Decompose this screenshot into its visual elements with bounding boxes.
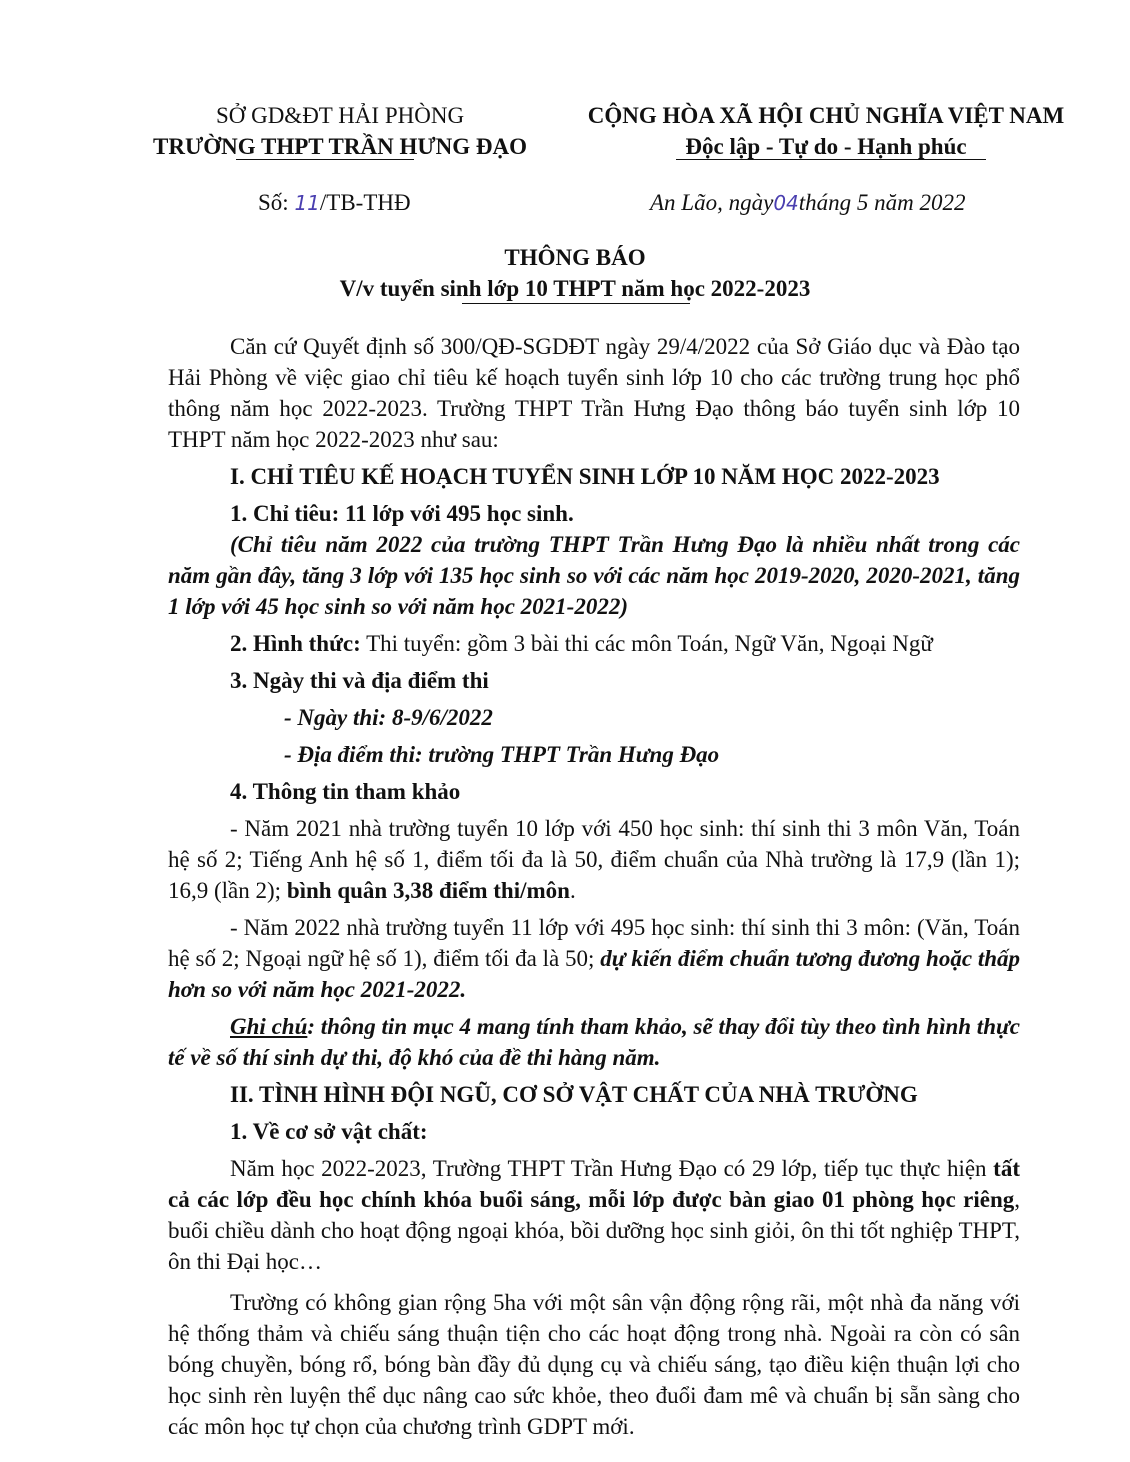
nation-name: CỘNG HÒA XÃ HỘI CHỦ NGHĨA VIỆT NAM xyxy=(587,103,1065,128)
header-right xyxy=(566,100,1086,162)
department-name: SỞ GD&ĐT HẢI PHÒNG xyxy=(215,103,465,128)
section-1-item-1: 1. Chỉ tiêu: 11 lớp với 495 học sinh. xyxy=(230,501,574,526)
nation-motto: Độc lập - Tự do - Hạnh phúc xyxy=(685,134,967,159)
document-number: Số: 11/TB-THĐ xyxy=(258,190,411,215)
document-body xyxy=(168,331,1020,1442)
section-1-item-4: 4. Thông tin tham khảo xyxy=(230,779,461,804)
exam-place: - Địa điểm thi: trường THPT Trần Hưng Đạo xyxy=(284,742,720,767)
reference-2022: - Năm 2022 nhà trường tuyển 11 lớp với 495 học sinh: thí sinh thi 3 môn: (Văn, Toán hệ số 2; Ngoại ngữ hệ số 1), điểm tối đa là 50; dự kiến điểm chuẩn tương đương hoặc thấp hơn so với năm học 2021-2022. xyxy=(168,915,1021,1002)
header-left xyxy=(130,100,550,162)
reference-2021: - Năm 2021 nhà trường tuyển 10 lớp với 450 học sinh: thí sinh thi 3 môn Văn, Toán hệ số 2; Tiếng Anh hệ số 1, điểm tối đa là 50, điểm chuẩn của Nhà trường là 17,9 (lần 1); 16,9 (lần 2); bình quân 3,38 điểm thi/môn. xyxy=(168,816,1020,903)
document-date: An Lão, ngày04tháng 5 năm 2022 xyxy=(650,190,966,215)
handwritten-doc-number: 11 xyxy=(294,191,320,215)
school-underline xyxy=(236,159,414,160)
title-sub: V/v tuyển sinh lớp 10 THPT năm học 2022-2023 xyxy=(339,276,811,301)
facilities-paragraph-1: Năm học 2022-2023, Trường THPT Trần Hưng Đạo có 29 lớp, tiếp tục thực hiện tất cả các lớp đều học chính khóa buổi sáng, mỗi lớp được bàn giao 01 phòng học riêng, buổi chiều dành cho hoạt động ngoại khóa, bồi dưỡng học sinh giỏi, ôn thi tốt nghiệp THPT, ôn thi Đại học… xyxy=(168,1156,1020,1274)
section-1-heading: I. CHỈ TIÊU KẾ HOẠCH TUYỂN SINH LỚP 10 NĂM HỌC 2022-2023 xyxy=(230,464,940,489)
school-name: TRƯỜNG THPT TRẦN HƯNG ĐẠO xyxy=(153,134,527,159)
section-1-item-3: 3. Ngày thi và địa điểm thi xyxy=(230,668,489,693)
document-title xyxy=(120,242,1030,304)
note-label: Ghi chú xyxy=(230,1014,308,1039)
exam-date: - Ngày thi: 8-9/6/2022 xyxy=(284,705,493,730)
motto-underline xyxy=(676,159,986,160)
reference-note: Ghi chú: thông tin mục 4 mang tính tham khảo, sẽ thay đổi tùy theo tình hình thực tế về số thí sinh dự thi, độ khó của đề thi hàng năm. xyxy=(168,1014,1020,1070)
section-1-item-1-note: (Chỉ tiêu năm 2022 của trường THPT Trần Hưng Đạo là nhiều nhất trong các năm gần đây, tăng 3 lớp với 135 học sinh so với các năm học 2019-2020, 2020-2021, tăng 1 lớp với 45 học sinh so với năm học 2021-2022) xyxy=(168,532,1020,619)
facilities-paragraph-2: Trường có không gian rộng 5ha với một sân vận động rộng rãi, một nhà đa năng với hệ thống thảm và chiếu sáng thuận tiện cho các hoạt động trong nhà. Ngoài ra còn có sân bóng chuyền, bóng rổ, bóng bàn đầy đủ dụng cụ và chiếu sáng, tạo điều kiện thuận lợi cho học sinh rèn luyện thể dục nâng cao sức khỏe, theo đuổi đam mê và chuẩn bị sẵn sàng cho các môn học tự chọn của chương trình GDPT mới. xyxy=(168,1290,1020,1439)
handwritten-date-day: 04 xyxy=(773,191,799,215)
title-main: THÔNG BÁO xyxy=(504,245,646,270)
section-2-heading: II. TÌNH HÌNH ĐỘI NGŨ, CƠ SỞ VẬT CHẤT CỦA NHÀ TRƯỜNG xyxy=(230,1082,918,1107)
title-underline xyxy=(462,303,690,304)
section-2-item-1: 1. Về cơ sở vật chất: xyxy=(230,1119,428,1144)
section-1-item-2: 2. Hình thức: Thi tuyển: gồm 3 bài thi các môn Toán, Ngữ Văn, Ngoại Ngữ xyxy=(230,631,933,656)
intro-paragraph: Căn cứ Quyết định số 300/QĐ-SGDĐT ngày 29/4/2022 của Sở Giáo dục và Đào tạo Hải Phòng về việc giao chỉ tiêu kế hoạch tuyển sinh lớp 10 cho các trường trung học phổ thông năm học 2022-2023. Trường THPT Trần Hưng Đạo thông báo tuyển sinh lớp 10 THPT năm học 2022-2023 như sau: xyxy=(168,334,1020,452)
